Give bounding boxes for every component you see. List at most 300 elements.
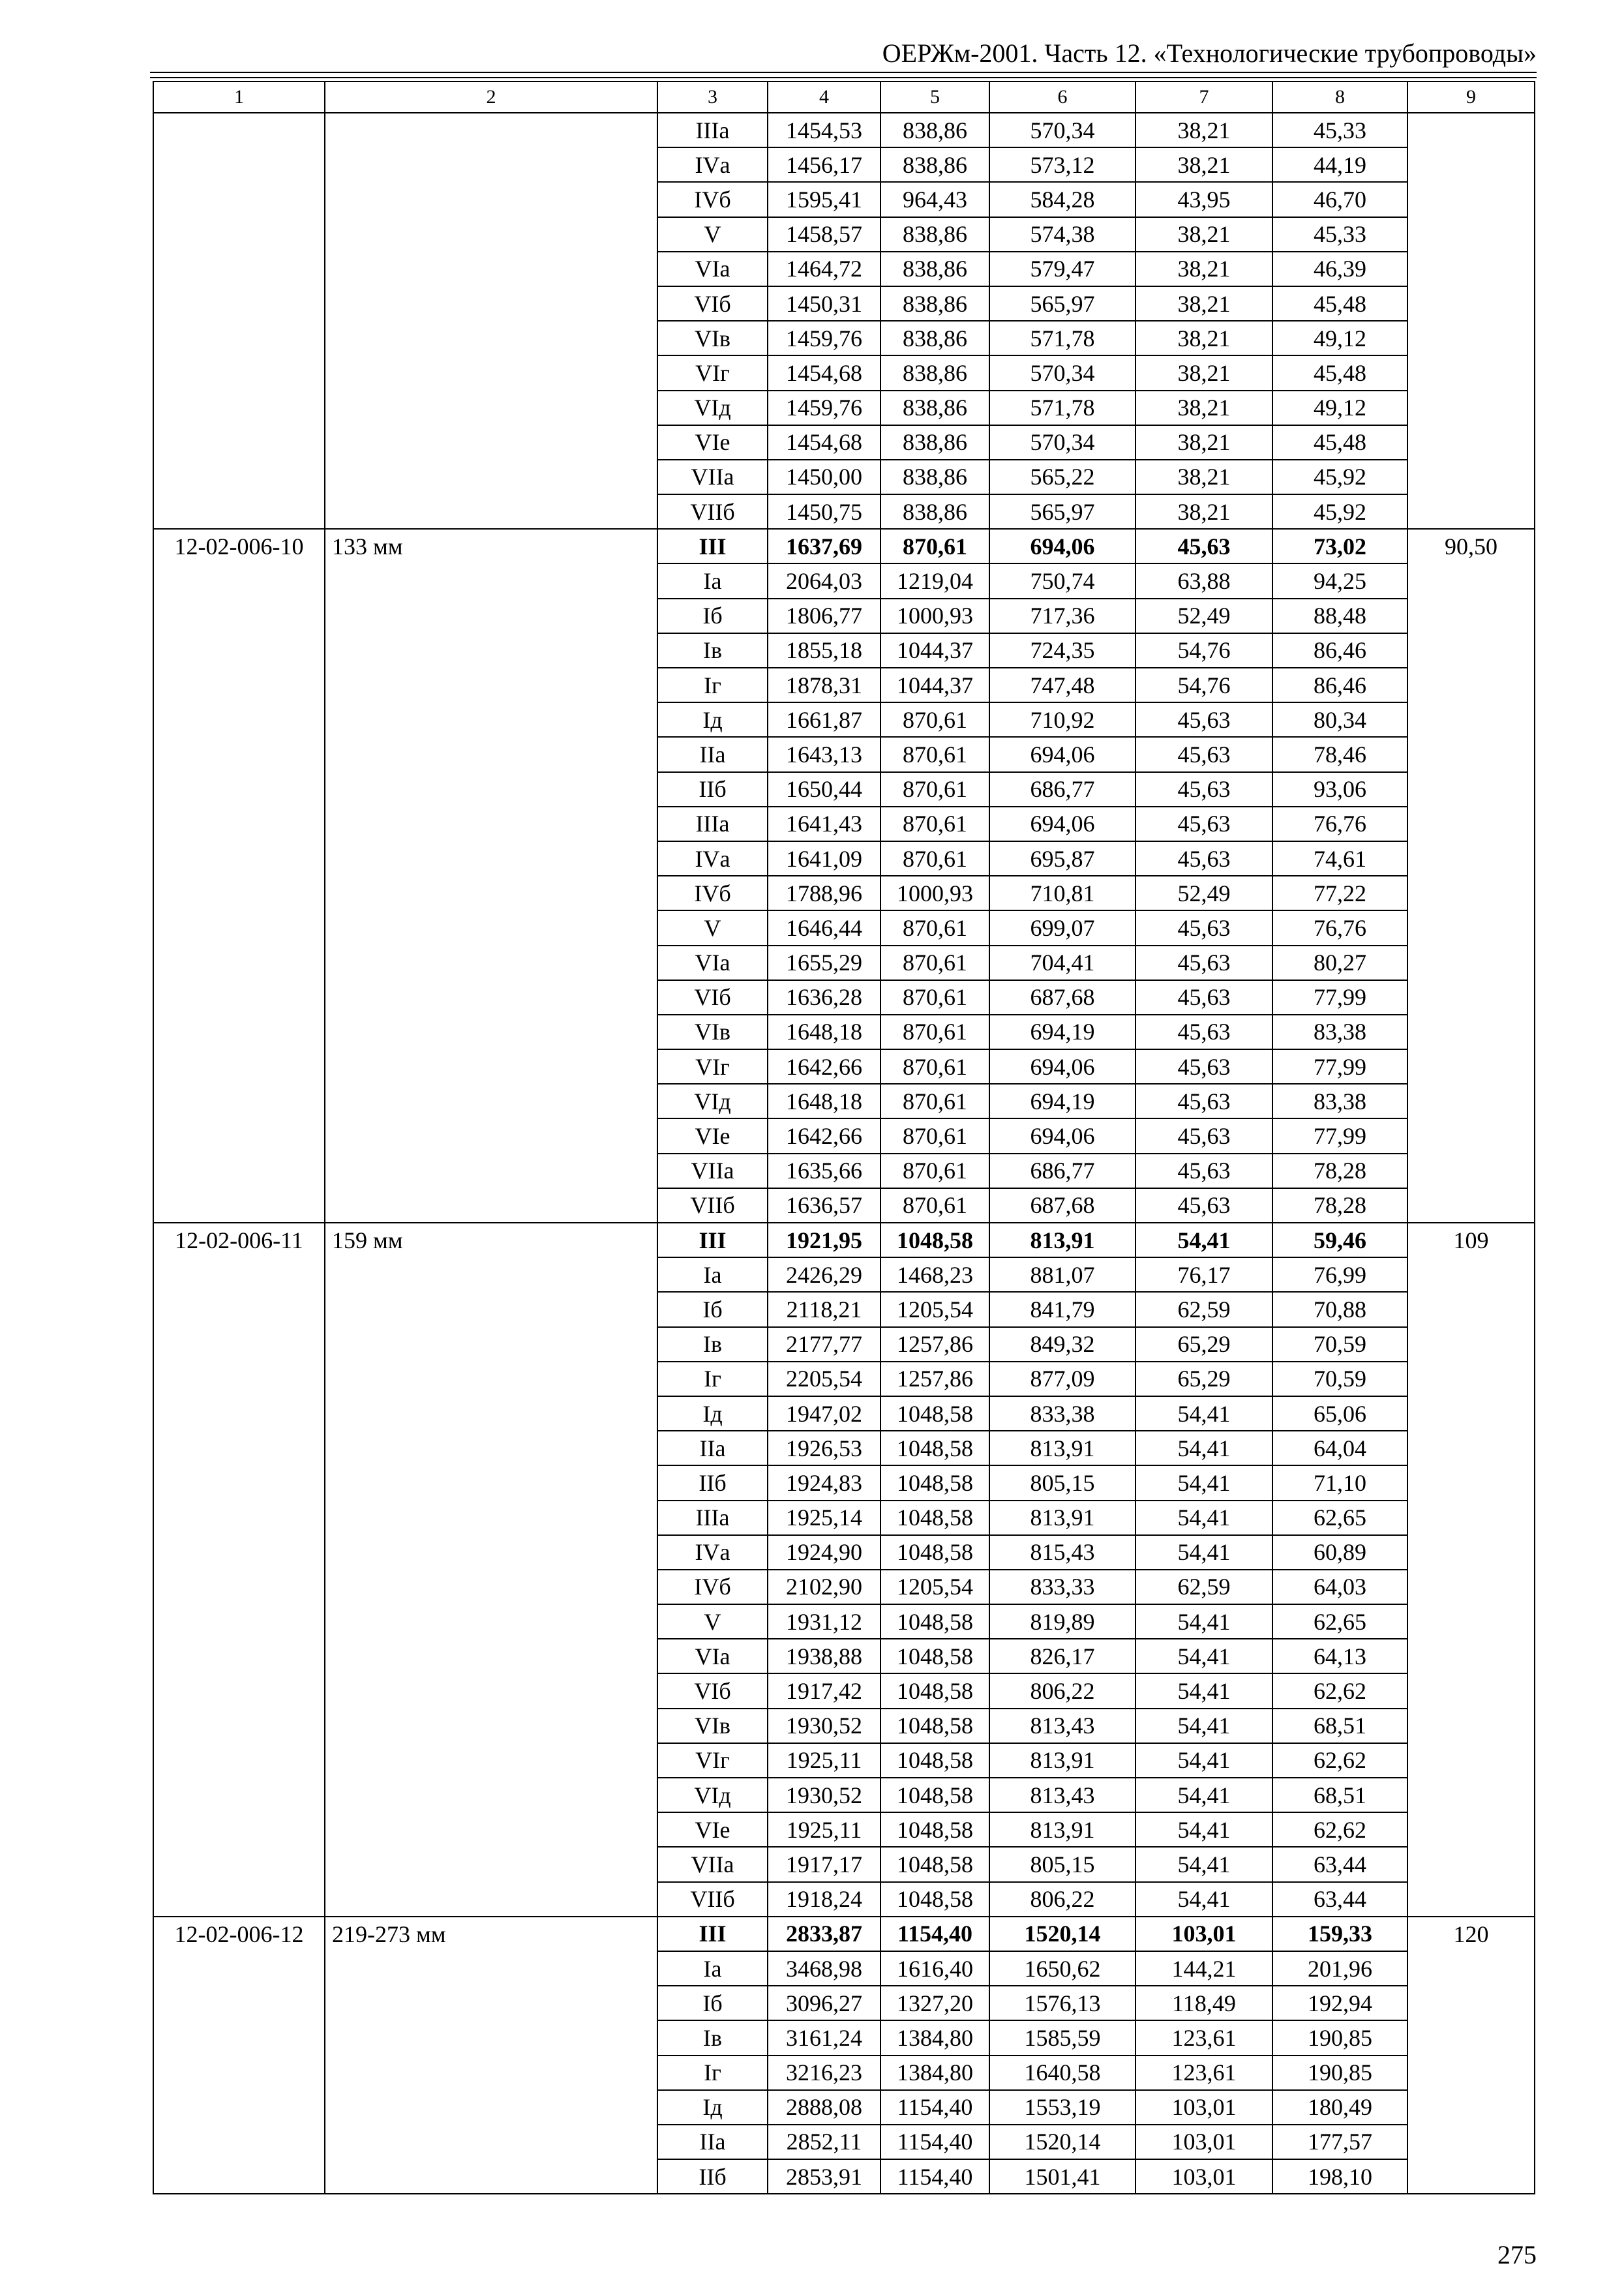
materials-cell: 64,03: [1272, 1570, 1407, 1604]
column-number: 6: [989, 82, 1135, 113]
zone-cell: IVа: [657, 841, 768, 876]
machinists-wages-cell: 103,01: [1135, 1917, 1272, 1951]
materials-cell: 78,28: [1272, 1154, 1407, 1188]
machines-cell: 819,89: [989, 1604, 1135, 1639]
table-row: [153, 113, 1535, 147]
wages-cell: 838,86: [880, 147, 989, 182]
zone-cell: Iб: [657, 599, 768, 633]
direct-cost-cell: 1921,95: [768, 1223, 880, 1257]
wages-cell: 870,61: [880, 910, 989, 945]
machines-cell: 694,06: [989, 1118, 1135, 1153]
wages-cell: 838,86: [880, 113, 989, 147]
direct-cost-cell: 1806,77: [768, 599, 880, 633]
zone-cell: III: [657, 529, 768, 563]
zone-cell: VIа: [657, 1639, 768, 1673]
wages-cell: 1048,58: [880, 1535, 989, 1570]
machines-cell: 570,34: [989, 425, 1135, 460]
machines-cell: 833,38: [989, 1396, 1135, 1431]
code-cell: [153, 113, 325, 529]
machines-cell: 813,91: [989, 1812, 1135, 1847]
zone-cell: VIб: [657, 1673, 768, 1708]
machines-cell: 699,07: [989, 910, 1135, 945]
direct-cost-cell: 1938,88: [768, 1639, 880, 1673]
wages-cell: 1048,58: [880, 1501, 989, 1535]
machines-cell: 570,34: [989, 113, 1135, 147]
page-number: 275: [1497, 2240, 1537, 2269]
materials-cell: 180,49: [1272, 2090, 1407, 2125]
wages-cell: 870,61: [880, 1015, 989, 1049]
machinists-wages-cell: 45,63: [1135, 529, 1272, 563]
machines-cell: 565,22: [989, 460, 1135, 494]
machines-cell: 805,15: [989, 1847, 1135, 1881]
zone-cell: IIIа: [657, 113, 768, 147]
column-number: 5: [880, 82, 989, 113]
wages-cell: 1000,93: [880, 599, 989, 633]
norm-cell: 90,50: [1407, 529, 1535, 1223]
machines-cell: 579,47: [989, 252, 1135, 286]
machinists-wages-cell: 54,41: [1135, 1709, 1272, 1743]
direct-cost-cell: 1655,29: [768, 946, 880, 980]
zone-cell: VIIа: [657, 460, 768, 494]
machinists-wages-cell: 45,63: [1135, 807, 1272, 841]
materials-cell: 177,57: [1272, 2125, 1407, 2159]
table-row: [153, 1223, 1535, 1257]
materials-cell: 49,12: [1272, 391, 1407, 425]
materials-cell: 71,10: [1272, 1465, 1407, 1500]
materials-cell: 201,96: [1272, 1951, 1407, 1986]
machinists-wages-cell: 45,63: [1135, 980, 1272, 1015]
machines-cell: 710,92: [989, 702, 1135, 737]
machinists-wages-cell: 38,21: [1135, 391, 1272, 425]
running-header: ОЕРЖм-2001. Часть 12. «Технологические трубопроводы»: [882, 38, 1537, 68]
machinists-wages-cell: 52,49: [1135, 599, 1272, 633]
direct-cost-cell: 1595,41: [768, 182, 880, 217]
zone-cell: VIIа: [657, 1847, 768, 1881]
zone-cell: V: [657, 217, 768, 252]
name-cell: [325, 113, 657, 529]
machinists-wages-cell: 45,63: [1135, 737, 1272, 771]
materials-cell: 59,46: [1272, 1223, 1407, 1257]
machines-cell: 687,68: [989, 1188, 1135, 1223]
zone-cell: VIг: [657, 1743, 768, 1778]
machinists-wages-cell: 45,63: [1135, 1118, 1272, 1153]
column-number: 8: [1272, 82, 1407, 113]
wages-cell: 1154,40: [880, 2159, 989, 2194]
zone-cell: Iа: [657, 1951, 768, 1986]
norm-cell: 109: [1407, 1223, 1535, 1917]
wages-cell: 838,86: [880, 460, 989, 494]
direct-cost-cell: 1788,96: [768, 876, 880, 910]
machinists-wages-cell: 43,95: [1135, 182, 1272, 217]
zone-cell: VIб: [657, 980, 768, 1015]
machines-cell: 573,12: [989, 147, 1135, 182]
materials-cell: 68,51: [1272, 1778, 1407, 1812]
zone-cell: Iв: [657, 633, 768, 668]
machinists-wages-cell: 118,49: [1135, 1986, 1272, 2020]
wages-cell: 1327,20: [880, 1986, 989, 2020]
direct-cost-cell: 1925,11: [768, 1812, 880, 1847]
direct-cost-cell: 1450,00: [768, 460, 880, 494]
wages-cell: 1048,58: [880, 1812, 989, 1847]
zone-cell: IIб: [657, 772, 768, 807]
zone-cell: IIа: [657, 737, 768, 771]
machines-cell: 747,48: [989, 668, 1135, 702]
direct-cost-cell: 1454,68: [768, 425, 880, 460]
zone-cell: VIв: [657, 1015, 768, 1049]
machines-cell: 565,97: [989, 494, 1135, 529]
machinists-wages-cell: 103,01: [1135, 2159, 1272, 2194]
zone-cell: IVа: [657, 1535, 768, 1570]
wages-cell: 1257,86: [880, 1327, 989, 1362]
materials-cell: 190,85: [1272, 2020, 1407, 2055]
machinists-wages-cell: 123,61: [1135, 2056, 1272, 2090]
machines-cell: 694,06: [989, 737, 1135, 771]
machinists-wages-cell: 45,63: [1135, 1084, 1272, 1118]
materials-cell: 77,99: [1272, 980, 1407, 1015]
zone-cell: Iд: [657, 1396, 768, 1431]
direct-cost-cell: 1642,66: [768, 1049, 880, 1084]
machines-cell: 1650,62: [989, 1951, 1135, 1986]
machinists-wages-cell: 38,21: [1135, 252, 1272, 286]
wages-cell: 1048,58: [880, 1847, 989, 1881]
machinists-wages-cell: 38,21: [1135, 113, 1272, 147]
machines-cell: 1640,58: [989, 2056, 1135, 2090]
header-rule: [150, 72, 1537, 73]
wages-cell: 838,86: [880, 321, 989, 355]
materials-cell: 45,48: [1272, 286, 1407, 321]
materials-cell: 46,39: [1272, 252, 1407, 286]
machinists-wages-cell: 63,88: [1135, 563, 1272, 598]
machinists-wages-cell: 38,21: [1135, 460, 1272, 494]
machinists-wages-cell: 65,29: [1135, 1327, 1272, 1362]
zone-cell: VIIа: [657, 1154, 768, 1188]
direct-cost-cell: 1648,18: [768, 1084, 880, 1118]
machinists-wages-cell: 65,29: [1135, 1362, 1272, 1396]
machines-cell: 687,68: [989, 980, 1135, 1015]
materials-cell: 45,33: [1272, 113, 1407, 147]
zone-cell: VIе: [657, 425, 768, 460]
direct-cost-cell: 3161,24: [768, 2020, 880, 2055]
zone-cell: VIд: [657, 391, 768, 425]
machines-cell: 710,81: [989, 876, 1135, 910]
zone-cell: VIв: [657, 1709, 768, 1743]
zone-cell: IIIа: [657, 1501, 768, 1535]
machinists-wages-cell: 54,76: [1135, 668, 1272, 702]
materials-cell: 83,38: [1272, 1015, 1407, 1049]
machines-cell: 806,22: [989, 1882, 1135, 1917]
zone-cell: IVа: [657, 147, 768, 182]
materials-cell: 44,19: [1272, 147, 1407, 182]
machinists-wages-cell: 54,41: [1135, 1743, 1272, 1778]
machinists-wages-cell: 103,01: [1135, 2125, 1272, 2159]
machinists-wages-cell: 38,21: [1135, 217, 1272, 252]
direct-cost-cell: 1878,31: [768, 668, 880, 702]
wages-cell: 870,61: [880, 807, 989, 841]
wages-cell: 1205,54: [880, 1292, 989, 1326]
wages-cell: 870,61: [880, 702, 989, 737]
wages-cell: 870,61: [880, 1084, 989, 1118]
machines-cell: 813,91: [989, 1743, 1135, 1778]
direct-cost-cell: 3096,27: [768, 1986, 880, 2020]
wages-cell: 838,86: [880, 217, 989, 252]
materials-cell: 62,62: [1272, 1743, 1407, 1778]
direct-cost-cell: 2064,03: [768, 563, 880, 598]
machines-cell: 571,78: [989, 321, 1135, 355]
machinists-wages-cell: 54,41: [1135, 1812, 1272, 1847]
machines-cell: 695,87: [989, 841, 1135, 876]
machines-cell: 813,91: [989, 1223, 1135, 1257]
zone-cell: Iд: [657, 702, 768, 737]
materials-cell: 45,33: [1272, 217, 1407, 252]
wages-cell: 838,86: [880, 286, 989, 321]
machinists-wages-cell: 38,21: [1135, 425, 1272, 460]
materials-cell: 45,48: [1272, 425, 1407, 460]
materials-cell: 76,99: [1272, 1257, 1407, 1292]
materials-cell: 74,61: [1272, 841, 1407, 876]
machines-cell: 694,06: [989, 807, 1135, 841]
machinists-wages-cell: 38,21: [1135, 355, 1272, 390]
zone-cell: Iг: [657, 2056, 768, 2090]
machines-cell: 724,35: [989, 633, 1135, 668]
machinists-wages-cell: 123,61: [1135, 2020, 1272, 2055]
zone-cell: IIа: [657, 1431, 768, 1465]
materials-cell: 45,92: [1272, 494, 1407, 529]
machines-cell: 750,74: [989, 563, 1135, 598]
materials-cell: 62,62: [1272, 1812, 1407, 1847]
machines-cell: 813,43: [989, 1709, 1135, 1743]
wages-cell: 870,61: [880, 946, 989, 980]
zone-cell: VIг: [657, 355, 768, 390]
wages-cell: 870,61: [880, 1188, 989, 1223]
machines-cell: 570,34: [989, 355, 1135, 390]
wages-cell: 1154,40: [880, 2090, 989, 2125]
zone-cell: VIIб: [657, 494, 768, 529]
direct-cost-cell: 1646,44: [768, 910, 880, 945]
direct-cost-cell: 1924,90: [768, 1535, 880, 1570]
materials-cell: 78,28: [1272, 1188, 1407, 1223]
direct-cost-cell: 1459,76: [768, 391, 880, 425]
direct-cost-cell: 1450,75: [768, 494, 880, 529]
materials-cell: 65,06: [1272, 1396, 1407, 1431]
direct-cost-cell: 1650,44: [768, 772, 880, 807]
machinists-wages-cell: 54,41: [1135, 1639, 1272, 1673]
machines-cell: 574,38: [989, 217, 1135, 252]
machines-cell: 717,36: [989, 599, 1135, 633]
materials-cell: 86,46: [1272, 668, 1407, 702]
wages-cell: 1048,58: [880, 1431, 989, 1465]
direct-cost-cell: 1454,68: [768, 355, 880, 390]
materials-cell: 70,59: [1272, 1362, 1407, 1396]
wages-cell: 870,61: [880, 1118, 989, 1153]
direct-cost-cell: 1661,87: [768, 702, 880, 737]
direct-cost-cell: 1918,24: [768, 1882, 880, 1917]
machines-cell: 584,28: [989, 182, 1135, 217]
zone-cell: VIв: [657, 321, 768, 355]
machines-cell: 881,07: [989, 1257, 1135, 1292]
machinists-wages-cell: 52,49: [1135, 876, 1272, 910]
wages-cell: 1468,23: [880, 1257, 989, 1292]
machines-cell: 694,19: [989, 1084, 1135, 1118]
wages-cell: 1154,40: [880, 2125, 989, 2159]
machinists-wages-cell: 38,21: [1135, 147, 1272, 182]
wages-cell: 1384,80: [880, 2056, 989, 2090]
zone-cell: Iг: [657, 668, 768, 702]
machinists-wages-cell: 45,63: [1135, 910, 1272, 945]
column-number: 2: [325, 82, 657, 113]
direct-cost-cell: 1917,42: [768, 1673, 880, 1708]
materials-cell: 64,13: [1272, 1639, 1407, 1673]
norm-cell: [1407, 113, 1535, 529]
zone-cell: III: [657, 1223, 768, 1257]
direct-cost-cell: 1458,57: [768, 217, 880, 252]
machinists-wages-cell: 54,41: [1135, 1465, 1272, 1500]
machines-cell: 813,91: [989, 1501, 1135, 1535]
machines-cell: 694,06: [989, 529, 1135, 563]
machinists-wages-cell: 54,41: [1135, 1673, 1272, 1708]
direct-cost-cell: 1637,69: [768, 529, 880, 563]
machinists-wages-cell: 62,59: [1135, 1570, 1272, 1604]
direct-cost-cell: 2888,08: [768, 2090, 880, 2125]
wages-cell: 1257,86: [880, 1362, 989, 1396]
machines-cell: 849,32: [989, 1327, 1135, 1362]
materials-cell: 88,48: [1272, 599, 1407, 633]
machines-cell: 1585,59: [989, 2020, 1135, 2055]
direct-cost-cell: 1450,31: [768, 286, 880, 321]
machines-cell: 694,19: [989, 1015, 1135, 1049]
wages-cell: 1048,58: [880, 1465, 989, 1500]
direct-cost-cell: 1925,11: [768, 1743, 880, 1778]
machinists-wages-cell: 62,59: [1135, 1292, 1272, 1326]
materials-cell: 45,48: [1272, 355, 1407, 390]
machines-cell: 813,91: [989, 1431, 1135, 1465]
norm-cell: 120: [1407, 1917, 1535, 2194]
column-number: 4: [768, 82, 880, 113]
materials-cell: 80,34: [1272, 702, 1407, 737]
wages-cell: 1616,40: [880, 1951, 989, 1986]
wages-cell: 964,43: [880, 182, 989, 217]
wages-cell: 838,86: [880, 494, 989, 529]
materials-cell: 83,38: [1272, 1084, 1407, 1118]
zone-cell: VIа: [657, 946, 768, 980]
zone-cell: IIб: [657, 1465, 768, 1500]
column-number-row: [153, 82, 1535, 113]
machinists-wages-cell: 38,21: [1135, 321, 1272, 355]
machines-cell: 1520,14: [989, 1917, 1135, 1951]
machinists-wages-cell: 45,63: [1135, 1188, 1272, 1223]
wages-cell: 1044,37: [880, 633, 989, 668]
direct-cost-cell: 1648,18: [768, 1015, 880, 1049]
machinists-wages-cell: 45,63: [1135, 1015, 1272, 1049]
direct-cost-cell: 1930,52: [768, 1709, 880, 1743]
column-number: 3: [657, 82, 768, 113]
zone-cell: VIб: [657, 286, 768, 321]
machines-cell: 686,77: [989, 772, 1135, 807]
direct-cost-cell: 1926,53: [768, 1431, 880, 1465]
table-row: [153, 529, 1535, 563]
materials-cell: 94,25: [1272, 563, 1407, 598]
materials-cell: 86,46: [1272, 633, 1407, 668]
direct-cost-cell: 1643,13: [768, 737, 880, 771]
column-number: 7: [1135, 82, 1272, 113]
materials-cell: 70,59: [1272, 1327, 1407, 1362]
zone-cell: Iа: [657, 563, 768, 598]
machines-cell: 813,43: [989, 1778, 1135, 1812]
materials-cell: 49,12: [1272, 321, 1407, 355]
machinists-wages-cell: 54,76: [1135, 633, 1272, 668]
direct-cost-cell: 1464,72: [768, 252, 880, 286]
materials-cell: 64,04: [1272, 1431, 1407, 1465]
direct-cost-cell: 3216,23: [768, 2056, 880, 2090]
materials-cell: 62,65: [1272, 1604, 1407, 1639]
wages-cell: 1044,37: [880, 668, 989, 702]
machines-cell: 1576,13: [989, 1986, 1135, 2020]
machinists-wages-cell: 144,21: [1135, 1951, 1272, 1986]
machinists-wages-cell: 45,63: [1135, 702, 1272, 737]
direct-cost-cell: 1636,57: [768, 1188, 880, 1223]
materials-cell: 159,33: [1272, 1917, 1407, 1951]
machinists-wages-cell: 45,63: [1135, 841, 1272, 876]
materials-cell: 60,89: [1272, 1535, 1407, 1570]
direct-cost-cell: 3468,98: [768, 1951, 880, 1986]
wages-cell: 1048,58: [880, 1396, 989, 1431]
materials-cell: 76,76: [1272, 807, 1407, 841]
materials-cell: 63,44: [1272, 1847, 1407, 1881]
machines-cell: 565,97: [989, 286, 1135, 321]
machines-cell: 704,41: [989, 946, 1135, 980]
materials-cell: 192,94: [1272, 1986, 1407, 2020]
machines-cell: 833,33: [989, 1570, 1135, 1604]
materials-cell: 62,62: [1272, 1673, 1407, 1708]
column-number: 9: [1407, 82, 1535, 113]
machinists-wages-cell: 54,41: [1135, 1501, 1272, 1535]
wages-cell: 838,86: [880, 391, 989, 425]
wages-cell: 1048,58: [880, 1709, 989, 1743]
materials-cell: 63,44: [1272, 1882, 1407, 1917]
zone-cell: III: [657, 1917, 768, 1951]
materials-cell: 77,22: [1272, 876, 1407, 910]
machines-cell: 805,15: [989, 1465, 1135, 1500]
wages-cell: 870,61: [880, 772, 989, 807]
machinists-wages-cell: 38,21: [1135, 494, 1272, 529]
name-cell: 159 мм: [325, 1223, 657, 1917]
direct-cost-cell: 1924,83: [768, 1465, 880, 1500]
zone-cell: V: [657, 910, 768, 945]
machinists-wages-cell: 54,41: [1135, 1847, 1272, 1881]
zone-cell: Iб: [657, 1986, 768, 2020]
direct-cost-cell: 2833,87: [768, 1917, 880, 1951]
wages-cell: 870,61: [880, 980, 989, 1015]
machines-cell: 1553,19: [989, 2090, 1135, 2125]
machinists-wages-cell: 76,17: [1135, 1257, 1272, 1292]
zone-cell: Iг: [657, 1362, 768, 1396]
table-body: [153, 113, 1535, 2194]
zone-cell: IIIа: [657, 807, 768, 841]
machinists-wages-cell: 38,21: [1135, 286, 1272, 321]
zone-cell: VIIб: [657, 1882, 768, 1917]
wages-cell: 870,61: [880, 841, 989, 876]
direct-cost-cell: 1925,14: [768, 1501, 880, 1535]
materials-cell: 70,88: [1272, 1292, 1407, 1326]
materials-cell: 77,99: [1272, 1118, 1407, 1153]
materials-cell: 198,10: [1272, 2159, 1407, 2194]
machinists-wages-cell: 45,63: [1135, 1154, 1272, 1188]
zone-cell: VIа: [657, 252, 768, 286]
zone-cell: V: [657, 1604, 768, 1639]
machines-cell: 571,78: [989, 391, 1135, 425]
direct-cost-cell: 1636,28: [768, 980, 880, 1015]
machines-cell: 686,77: [989, 1154, 1135, 1188]
wages-cell: 870,61: [880, 1049, 989, 1084]
